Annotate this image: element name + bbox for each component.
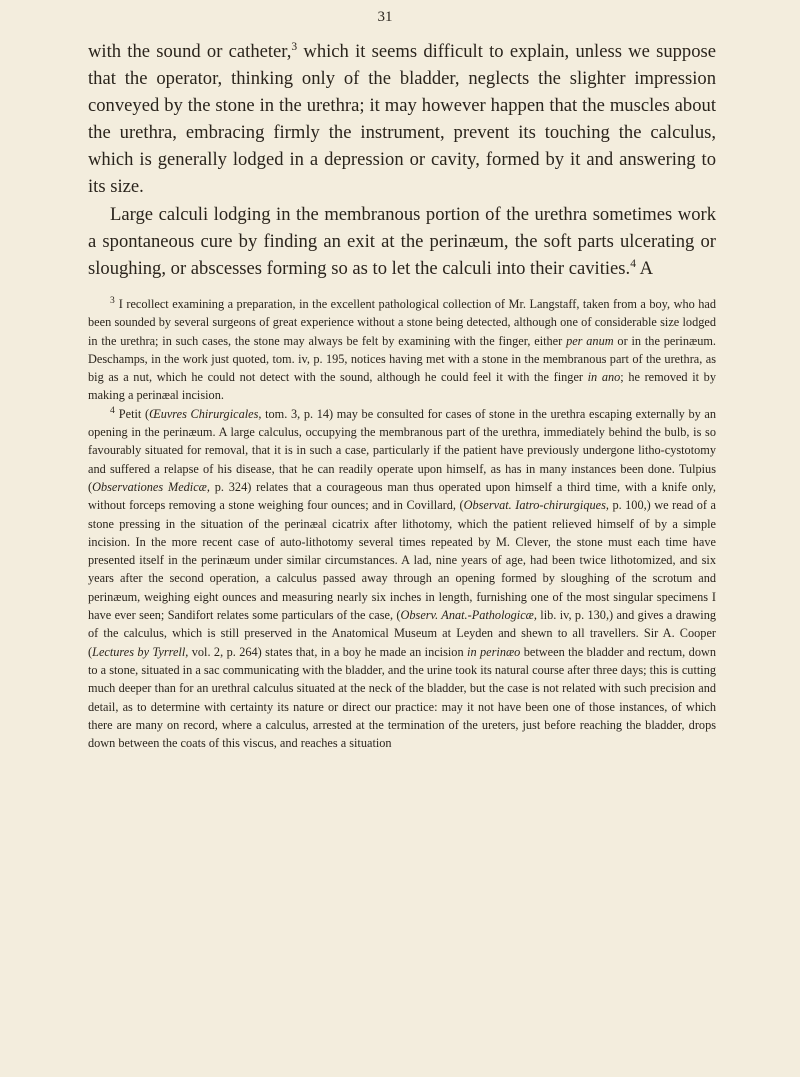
footnote-4-text-1: Petit ( (118, 406, 150, 421)
footnote-4-italic-6: in perinæo (467, 644, 521, 659)
footnote-4 (88, 405, 716, 753)
footnote-4-italic-2: Observationes Medicæ, (92, 479, 210, 494)
footnote-4-text-3: p. 324) relates that a courageous man thus operated upon himself a third time, with a knife only, without forceps removing a stone weighing four ounces; and in Covillard, ( (88, 479, 716, 513)
footnote-4-text-6: vol. 2, p. 264) states that, in a boy he made an incision (188, 644, 468, 659)
footnote-3-text-2: or in the perinæum. Deschamps, in the work just quoted, tom. iv, p. 195, notices having met with a stone in the membranous part of the urethra, as big as a nut, which he could not detect with the sound, although he could feel it with the finger (88, 333, 716, 385)
footnote-4-mark: 4 (110, 404, 115, 416)
footnote-3-text-3: ; he removed it by making a perinæal incision. (88, 370, 716, 403)
footnote-3-mark: 3 (110, 294, 115, 306)
footnote-4-text-7: between the bladder and rectum, down to a stone, situated in a sac communicating with the bladder, and the urine took its natural course after three days; this is cutting much deeper than for an urethral calculus situated at the neck of the bladder, but the case is not related with such precision and detail, as to determine with certainty its nature or direct our practice: may it not have been one of those instances, of which there are many on record, where a calculus, arrested at the termination of the ureters, just before reaching the bladder, drops down between the coats of this viscus, and reaches a situation (88, 644, 716, 751)
footnote-ref-3: 3 (291, 40, 298, 53)
footnote-ref-4: 4 (630, 257, 636, 270)
page-number: 31 (377, 9, 393, 25)
footnote-4-italic-1: Œuvres Chirurgicales, (149, 406, 262, 421)
footnote-3-italic-2: in ano (587, 370, 621, 385)
footnote-3-text-1: I recollect examining a preparation, in the excellent pathological collection of Mr. Langstaff, taken from a boy, who had been sounded by several surgeons of great experience without a stone being detected, although one of considerable size lodged in the urethra; in such cases, the stone may always be felt by examining with the finger, either (88, 297, 716, 348)
footnote-4-italic-5: Lectures by Tyrrell, (92, 644, 189, 659)
footnote-3 (88, 295, 716, 405)
paragraph-1-text-a: with the sound or catheter, (88, 41, 292, 62)
paragraph-2-text-b: A (635, 257, 654, 279)
footnote-4-italic-4: Observ. Anat.-Pathologicæ, (400, 608, 537, 623)
paragraph-2-text-a: Large calculi lodging in the membranous portion of the urethra sometimes work a spontaneous cure by finding an exit at the perinæum, the soft parts ulcerating or sloughing, or abscesses forming so as to let the calculi into their cavities. (88, 203, 716, 279)
main-text (88, 38, 716, 282)
paragraph-1 (88, 38, 716, 201)
footnotes (88, 295, 716, 752)
footnote-4-text-2: tom. 3, p. 14) may be consulted for cases of stone in the urethra escaping externally by an opening in the perinæum. A large calculus, occupying the membranous part of the urethra, immediately behind the bulb, is so favourably situated for removal, that it is in such a case, particularly if the patient have previously undergone litho-cystotomy and suffered a relapse of his disease, that he can readily operate upon himself, as has in many instances been done. Tulpius ( (88, 406, 717, 494)
footnote-4-italic-3: Observat. Iatro-chirurgiques, (463, 498, 609, 513)
footnote-3-italic-1: per anum (566, 333, 614, 348)
footnote-4-text-5: lib. iv, p. 130,) and gives a drawing of the calculus, which is still preserved in the Anatomical Museum at Leyden and shewn to all travellers. Sir A. Cooper ( (88, 608, 716, 659)
footnote-4-text-4: p. 100,) we read of a stone pressing in the situation of the perinæal cicatrix after lithotomy, which the patient relieved himself of by a simple incision. In the more recent case of auto-lithotomy several times repeated by M. Clever, the stone must each time have presented itself in the perinæum under similar circumstances. A lad, nine years of age, had been twice lithotomized, and six years after the second operation, a calculus passed away through an opening formed by sloughing of the scrotum and perinæum, weighing eight ounces and measuring nearly six inches in length, furnishing one of the most singular specimens I have ever seen; Sandifort relates some particulars of the case, ( (88, 498, 716, 623)
paragraph-2 (88, 201, 716, 282)
paragraph-1-text-b: which it seems difficult to explain, unless we suppose that the operator, thinking only of the bladder, neglects the slighter impression conveyed by the stone in the urethra; it may however happen that the muscles about the urethra, embracing firmly the instrument, prevent its touching the calculus, which is generally lodged in a depression or cavity, formed by it and answering to its size. (88, 41, 717, 198)
